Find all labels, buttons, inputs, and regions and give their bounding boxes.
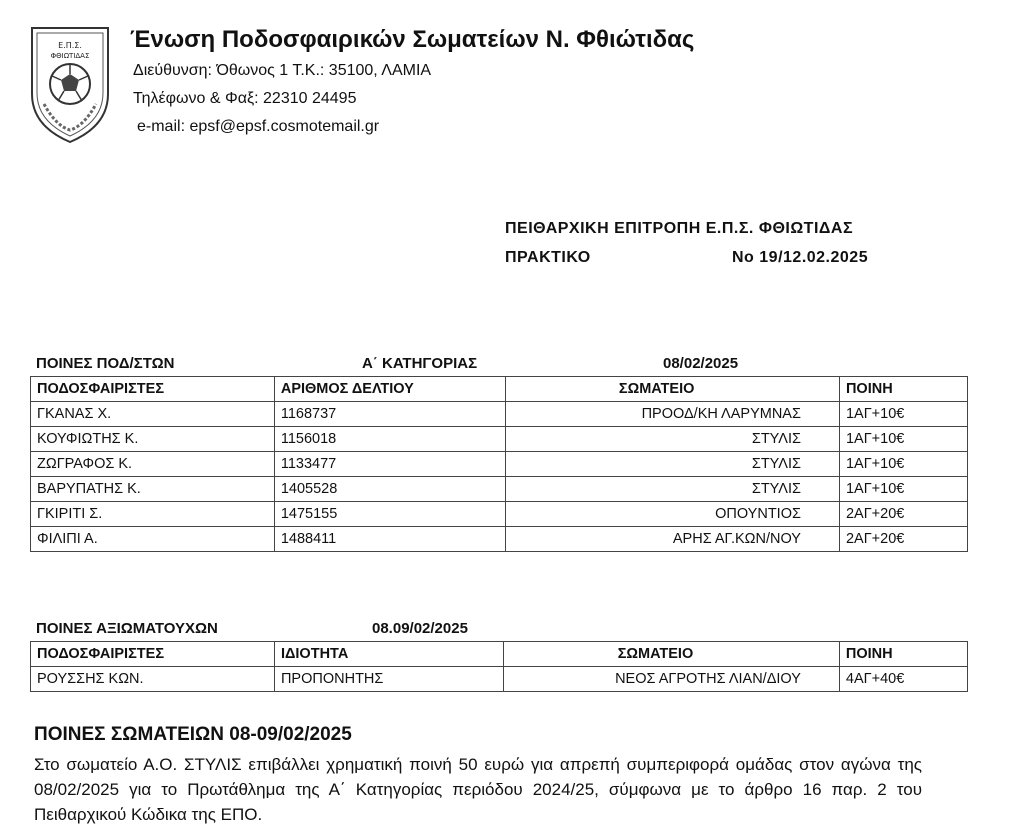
club-cell: ΟΠΟΥΝΤΙΟΣ [506, 502, 840, 527]
card-number-cell: 1168737 [274, 402, 505, 427]
player-name-cell: ΓΚΑΝΑΣ Χ. [31, 402, 275, 427]
players-penalties-table [30, 376, 968, 552]
officials-section-title: ΠΟΙΝΕΣ ΑΞΙΩΜΑΤΟΥΧΩΝ [36, 620, 218, 637]
table-row [31, 402, 968, 427]
org-name: Ένωση Ποδοσφαιρικών Σωματείων Ν. Φθιώτιδας [130, 26, 695, 53]
org-address: Διεύθυνση: Όθωνος 1 Τ.Κ.: 35100, ΛΑΜΙΑ [133, 62, 432, 79]
player-name-cell: ΦΙΛΙΠΙ Α. [31, 527, 275, 552]
player-name-cell: ΓΚΙΡΙΤΙ Σ. [31, 502, 275, 527]
penalty-cell: 1ΑΓ+10€ [839, 402, 967, 427]
penalty-cell: 2ΑΓ+20€ [839, 527, 967, 552]
role-cell: ΠΡΟΠΟΝΗΤΗΣ [274, 667, 503, 692]
header-cell: ΣΩΜΑΤΕΙΟ [506, 377, 840, 402]
card-number-cell: 1405528 [274, 477, 505, 502]
org-phone: Τηλέφωνο & Φαξ: 22310 24495 [133, 90, 357, 107]
players-section-category: Α΄ ΚΑΤΗΓΟΡΙΑΣ [362, 355, 478, 372]
header-cell: ΠΟΙΝΗ [839, 377, 967, 402]
clubs-section-text: Στο σωματείο Α.Ο. ΣΤΥΛΙΣ επιβάλλει χρηματική ποινή 50 ευρώ για απρεπή συμπεριφορά ομάδας στον αγώνα της 08/02/2025 για το Πρωτάθλημα της Α΄ Κατηγορίας περιόδου 2024/25, σύμφωνα με το άρθρο 16 παρ. 2 του Πειθαρχικού Κώδικα της ΕΠΟ. [34, 755, 922, 824]
penalty-cell: 2ΑΓ+20€ [839, 502, 967, 527]
club-cell: ΣΤΥΛΙΣ [506, 477, 840, 502]
table-row [31, 427, 968, 452]
table-row [31, 477, 968, 502]
players-section-date: 08/02/2025 [663, 355, 739, 372]
club-cell: ΝΕΟΣ ΑΓΡΟΤΗΣ ΛΙΑΝ/ΔΙΟΥ [504, 667, 840, 692]
org-email: e-mail: epsf@epsf.cosmotemail.gr [137, 118, 380, 135]
record-number: Νο 19/12.02.2025 [732, 249, 869, 266]
table-header-row [31, 377, 968, 402]
clubs-section-title: ΠΟΙΝΕΣ ΣΩΜΑΤΕΙΩΝ 08-09/02/2025 [34, 724, 352, 745]
header-cell: ΠΟΙΝΗ [839, 642, 967, 667]
table-row [31, 667, 968, 692]
header-cell: ΙΔΙΟΤΗΤΑ [274, 642, 503, 667]
players-section-title: ΠΟΙΝΕΣ ΠΟΔ/ΣΤΩΝ [36, 355, 175, 372]
table-row [31, 452, 968, 477]
club-cell: ΠΡΟΟΔ/ΚΗ ΛΑΡΥΜΝΑΣ [506, 402, 840, 427]
svg-text:ΦΘΙΩΤΙΔΑΣ: ΦΘΙΩΤΙΔΑΣ [50, 52, 90, 60]
table-header-row [31, 642, 968, 667]
card-number-cell: 1133477 [274, 452, 505, 477]
card-number-cell: 1475155 [274, 502, 505, 527]
header-cell: ΠΟΔΟΣΦΑΙΡΙΣΤΕΣ [31, 642, 275, 667]
player-name-cell: ΖΩΓΡΑΦΟΣ Κ. [31, 452, 275, 477]
penalty-cell: 1ΑΓ+10€ [839, 452, 967, 477]
club-cell: ΑΡΗΣ ΑΓ.ΚΩΝ/ΝΟΥ [506, 527, 840, 552]
card-number-cell: 1488411 [274, 527, 505, 552]
header-cell: ΑΡΙΘΜΟΣ ΔΕΛΤΙΟΥ [274, 377, 505, 402]
table-row [31, 527, 968, 552]
player-name-cell: ΚΟΥΦΙΩΤΗΣ Κ. [31, 427, 275, 452]
officials-penalties-table [30, 641, 968, 692]
penalty-cell: 1ΑΓ+10€ [839, 427, 967, 452]
penalty-cell: 4ΑΓ+40€ [839, 667, 967, 692]
penalty-cell: 1ΑΓ+10€ [839, 477, 967, 502]
table-row [31, 502, 968, 527]
committee-title: ΠΕΙΘΑΡΧΙΚΗ ΕΠΙΤΡΟΠΗ Ε.Π.Σ. ΦΘΙΩΤΙΔΑΣ [505, 220, 854, 237]
official-name-cell: ΡΟΥΣΣΗΣ ΚΩΝ. [31, 667, 275, 692]
federation-logo [26, 22, 114, 146]
header-cell: ΣΩΜΑΤΕΙΟ [504, 642, 840, 667]
club-cell: ΣΤΥΛΙΣ [506, 452, 840, 477]
header-cell: ΠΟΔΟΣΦΑΙΡΙΣΤΕΣ [31, 377, 275, 402]
club-cell: ΣΤΥΛΙΣ [506, 427, 840, 452]
card-number-cell: 1156018 [274, 427, 505, 452]
officials-section-date: 08.09/02/2025 [372, 620, 468, 637]
record-label: ΠΡΑΚΤΙΚΟ [505, 249, 591, 266]
player-name-cell: ΒΑΡΥΠΑΤΗΣ Κ. [31, 477, 275, 502]
svg-text:Ε.Π.Σ.: Ε.Π.Σ. [58, 41, 82, 50]
